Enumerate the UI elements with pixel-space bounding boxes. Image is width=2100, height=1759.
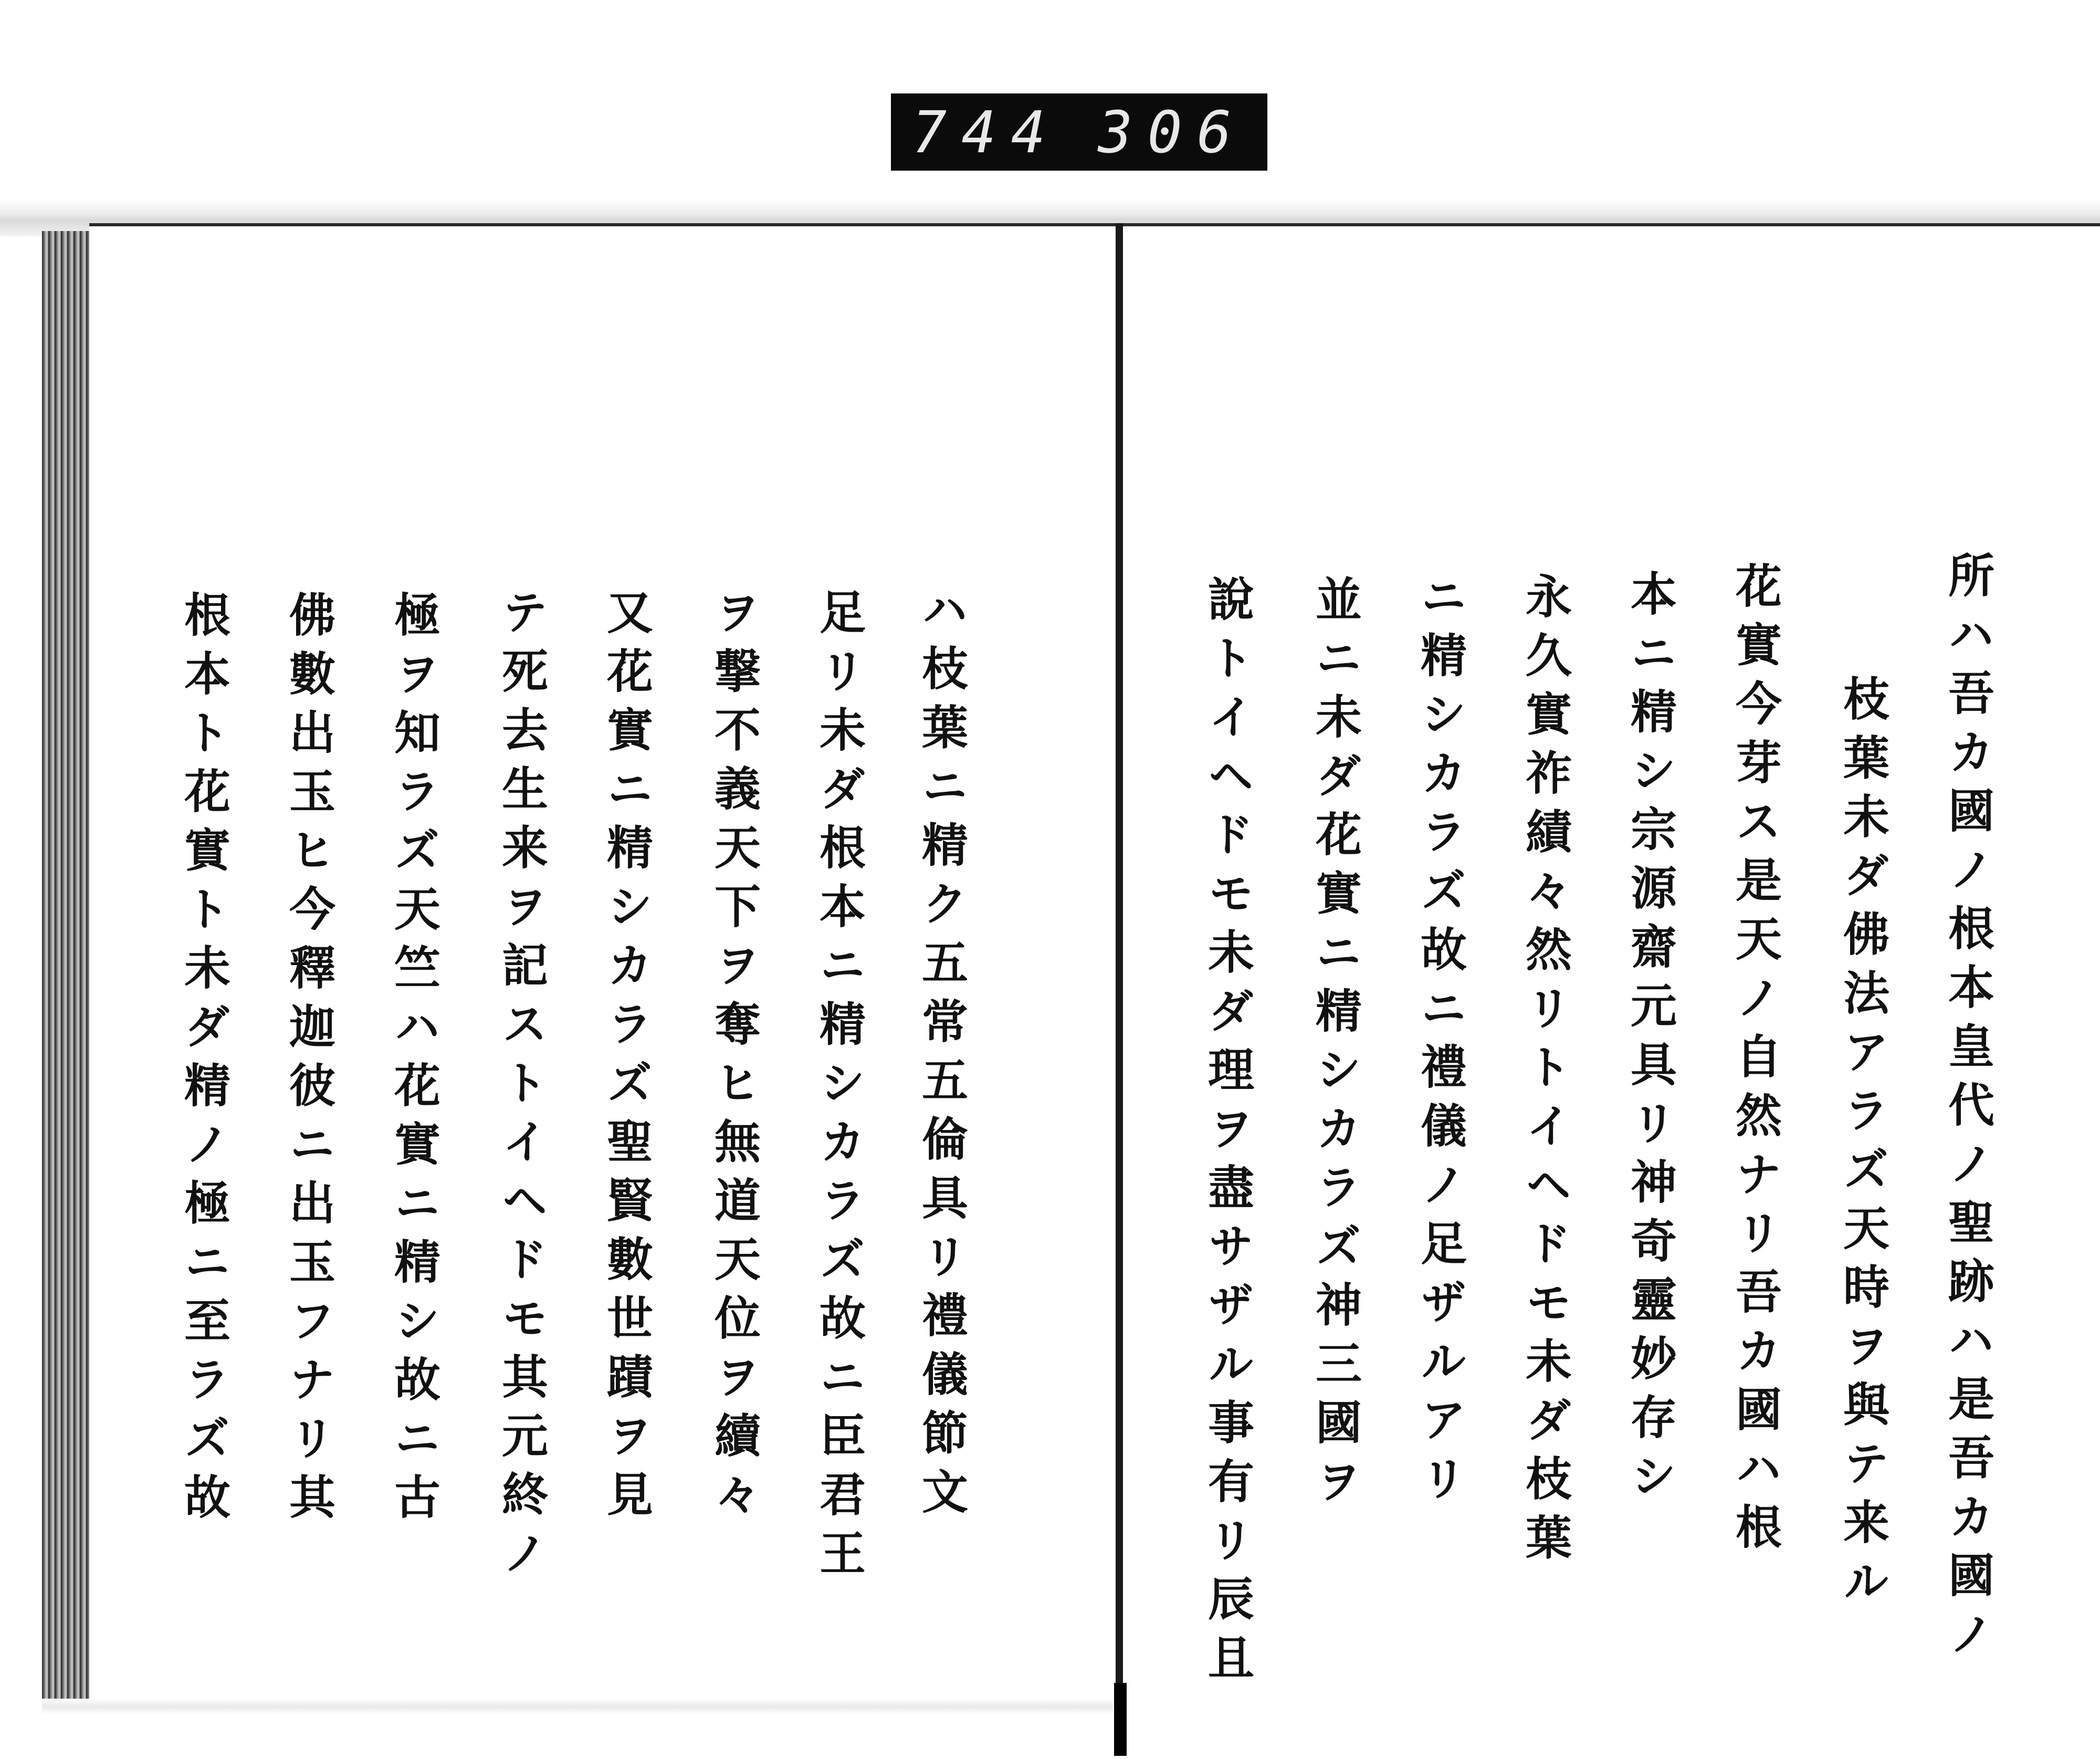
left-column-8: 根本ト花實ト未ダ精ノ極ニ至ラズ故 xyxy=(177,591,232,1532)
book-spine xyxy=(1116,223,1123,1756)
left-column-3: ヲ撃不義天下ヲ奪ヒ無道天位ヲ續々 xyxy=(707,588,762,1529)
right-column-3: 花實今芽ス是天ノ自然ナリ吾カ國ハ根 xyxy=(1728,562,1783,1562)
right-column-4: 本ニ精シ宗源齋元具リ神奇靈妙存シ xyxy=(1623,570,1678,1511)
left-column-1: ハ枝葉ニ精ク五常五倫具リ禮儀節文 xyxy=(915,585,969,1526)
right-column-1: 所ハ吾カ國ノ根本皇代ノ聖跡ハ是吾カ國ノ xyxy=(1941,551,1996,1669)
right-column-7: 並ニ未ダ花實ニ精シカラズ神三國ヲ xyxy=(1308,575,1363,1516)
right-column-5: 永久實祚績々然リトイヘドモ未ダ枝葉 xyxy=(1518,572,1573,1572)
spine-foot xyxy=(1114,1683,1127,1756)
page-stack-edge xyxy=(42,231,89,1701)
left-column-6: 極ヲ知ラズ天竺ハ花實ニ精シ故ニ古 xyxy=(387,591,442,1532)
frame-number-right: 306 xyxy=(1098,98,1246,166)
left-column-5: テ死去生来ヲ記ストイヘドモ其元終ノ xyxy=(495,588,549,1588)
left-page-bottom-edge xyxy=(42,1699,1113,1714)
left-column-4: 又花實ニ精シカラズ聖賢數世蹟ヲ見 xyxy=(600,588,654,1529)
frame-label xyxy=(891,93,1267,171)
open-book xyxy=(42,223,2100,1756)
left-column-2: 足リ未ダ根本ニ精シカラズ故ニ臣君王 xyxy=(812,588,867,1588)
right-column-2: 枝葉未ダ佛法アラズ天時ヲ與テ来ル xyxy=(1836,675,1891,1616)
frame-number-left: 744 xyxy=(912,98,1060,166)
right-column-6: ニ精シカラズ故ニ禮儀ノ足ザルアリ xyxy=(1413,572,1468,1513)
right-column-8: 說トイヘドモ未ダ理ヲ盡サザル事有リ辰且 xyxy=(1201,575,1255,1692)
left-column-7: 佛數出玉ヒ今釋迦彼ニ出玉フナリ其 xyxy=(282,591,337,1532)
